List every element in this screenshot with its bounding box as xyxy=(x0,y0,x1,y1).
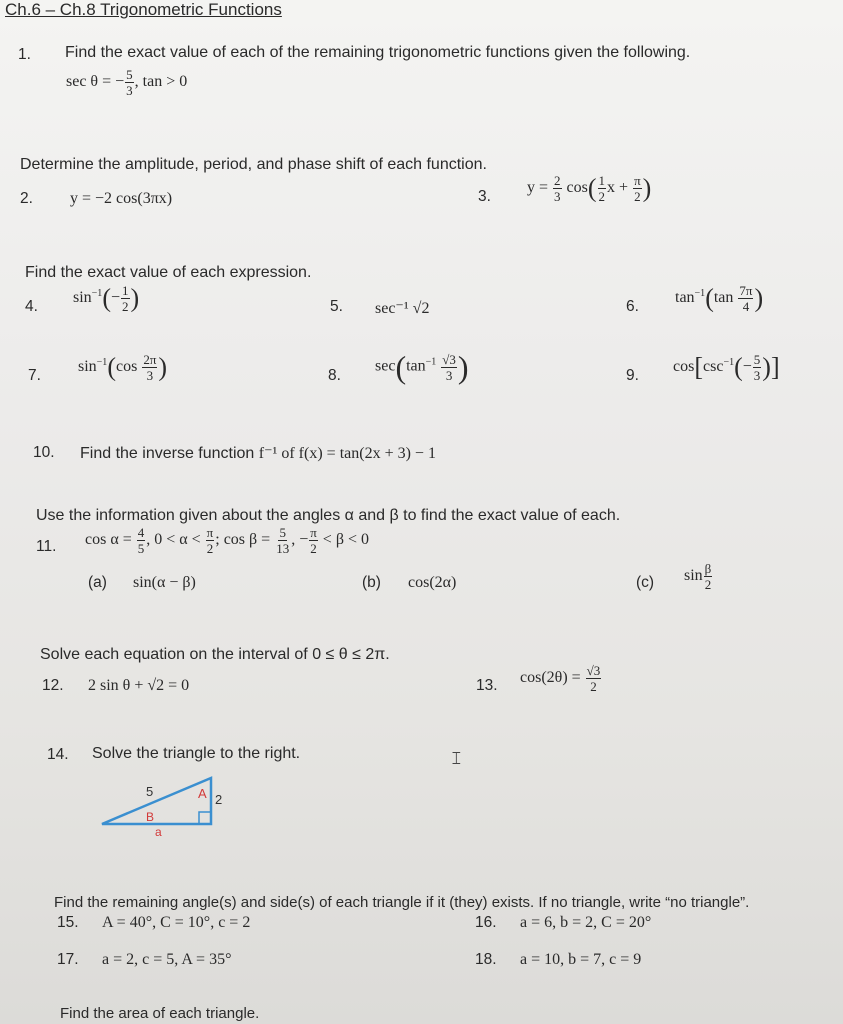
problem-8-math: $\sec(\tan^{-1}$ $\frac{√3}{3}$ ) xyxy=(375,349,469,385)
problem-4-math: $\sin^{-1}(-$ $\frac{1}{2}$ ) xyxy=(73,283,140,314)
problem-1-number: 1. xyxy=(18,46,31,63)
problem-3-number: 3. xyxy=(478,188,491,205)
problem-13-math: cos(2θ) = $\frac{√3}{2}$ xyxy=(520,663,601,694)
problem-2-math: y = −2 cos(3πx) xyxy=(70,190,173,207)
problem-6-number: 6. xyxy=(626,298,639,315)
problem-14-number: 14. xyxy=(47,746,69,763)
problem-11a-label: (a) xyxy=(88,574,107,591)
problem-11c-label: (c) xyxy=(636,574,655,591)
right-triangle-diagram xyxy=(98,770,228,839)
solve-instructions: Solve each equation on the interval of 0 ≤ θ ≤ 2π. xyxy=(40,646,390,663)
right-angle-marker xyxy=(199,812,211,824)
area-instructions: Find the area of each triangle. xyxy=(60,1005,260,1022)
problem-8-number: 8. xyxy=(328,367,341,384)
triangle-label-b-angle: B xyxy=(146,810,155,824)
exact-value-instructions: Find the exact value of each expression. xyxy=(25,264,312,281)
problem-12-number: 12. xyxy=(42,677,64,694)
problem-17-number: 17. xyxy=(57,951,79,968)
triangle-label-a-angle: A xyxy=(198,786,207,801)
problem-11-number: 11. xyxy=(36,538,57,555)
text-cursor-icon: 𝙸 xyxy=(450,748,463,768)
problem-10-text: Find the inverse function f⁻¹ of f(x) = tan(2x + 3) − 1 xyxy=(80,445,436,462)
page-title: Ch.6 – Ch.8 Trigonometric Functions xyxy=(5,0,282,19)
problem-4-number: 4. xyxy=(25,298,38,315)
p1-math-a: sec θ = − xyxy=(66,73,125,91)
p1-fraction: $\frac{5}{3}$ xyxy=(126,67,133,98)
triangle-shape xyxy=(102,778,211,824)
problem-2-number: 2. xyxy=(20,190,33,207)
angles-instructions: Use the information given about the angles α and β to find the exact value of each. xyxy=(36,507,621,524)
problem-18-math: a = 10, b = 7, c = 9 xyxy=(520,951,642,968)
problem-1-text: Find the exact value of each of the remaining trigonometric functions given the following. xyxy=(65,44,691,61)
triangle-label-2: 2 xyxy=(215,792,223,807)
problem-15-number: 15. xyxy=(57,914,79,931)
problem-11b-math: cos(2α) xyxy=(408,574,457,591)
problem-11a-math: sin(α − β) xyxy=(133,574,196,591)
problem-11b-label: (b) xyxy=(362,574,381,591)
problem-12-math: 2 sin θ + √2 = 0 xyxy=(88,677,190,694)
triangle-label-a-side: a xyxy=(155,825,162,839)
p1-math-b: , tan > 0 xyxy=(134,73,188,91)
problem-9-math: $\cos[\csc^{-1}(-$ $\frac{5}{3}$ )] xyxy=(673,352,780,383)
problem-7-math: $\sin^{-1}(\cos$ $\frac{2\pi}{3}$ ) xyxy=(78,352,168,383)
problem-16-math: a = 6, b = 2, C = 20° xyxy=(520,914,652,931)
problem-14-text: Solve the triangle to the right. xyxy=(92,745,301,762)
triangle-label-5: 5 xyxy=(146,784,154,799)
problem-15-math: A = 40°, C = 10°, c = 2 xyxy=(102,914,251,931)
amplitude-instructions: Determine the amplitude, period, and phase shift of each function. xyxy=(20,156,487,173)
problem-10-number: 10. xyxy=(33,444,55,461)
problem-13-number: 13. xyxy=(476,677,498,694)
problem-3-math: y = $\frac{2}{3}$ cos( $\frac{1}{2}$ x + $\frac{\pi}{2}$ ) xyxy=(527,173,652,204)
problem-18-number: 18. xyxy=(475,951,497,968)
problem-9-number: 9. xyxy=(626,367,639,384)
problem-16-number: 16. xyxy=(475,914,497,931)
problem-1-math xyxy=(66,68,187,97)
problem-5-math: sec⁻¹ √2 xyxy=(375,300,430,317)
problem-6-math: $\tan^{-1}(\tan$ $\frac{7\pi}{4}$ ) xyxy=(675,283,764,314)
problem-5-number: 5. xyxy=(330,298,343,315)
problem-17-math: a = 2, c = 5, A = 35° xyxy=(102,951,232,968)
problem-7-number: 7. xyxy=(28,367,41,384)
problem-11-math: cos α = $\frac{4}{5}$ , 0 < α < $\frac{\pi}{2}$ ; cos β = $\frac{5}{13}$ , − $\frac{\pi}{2}$ < β < 0 xyxy=(85,525,369,556)
remaining-instructions: Find the remaining angle(s) and side(s) of each triangle if it (they) exists. If no triangle, write “no triangle”. xyxy=(54,894,750,911)
problem-11c-math: sin $\frac{\beta}{2}$ xyxy=(684,561,712,592)
